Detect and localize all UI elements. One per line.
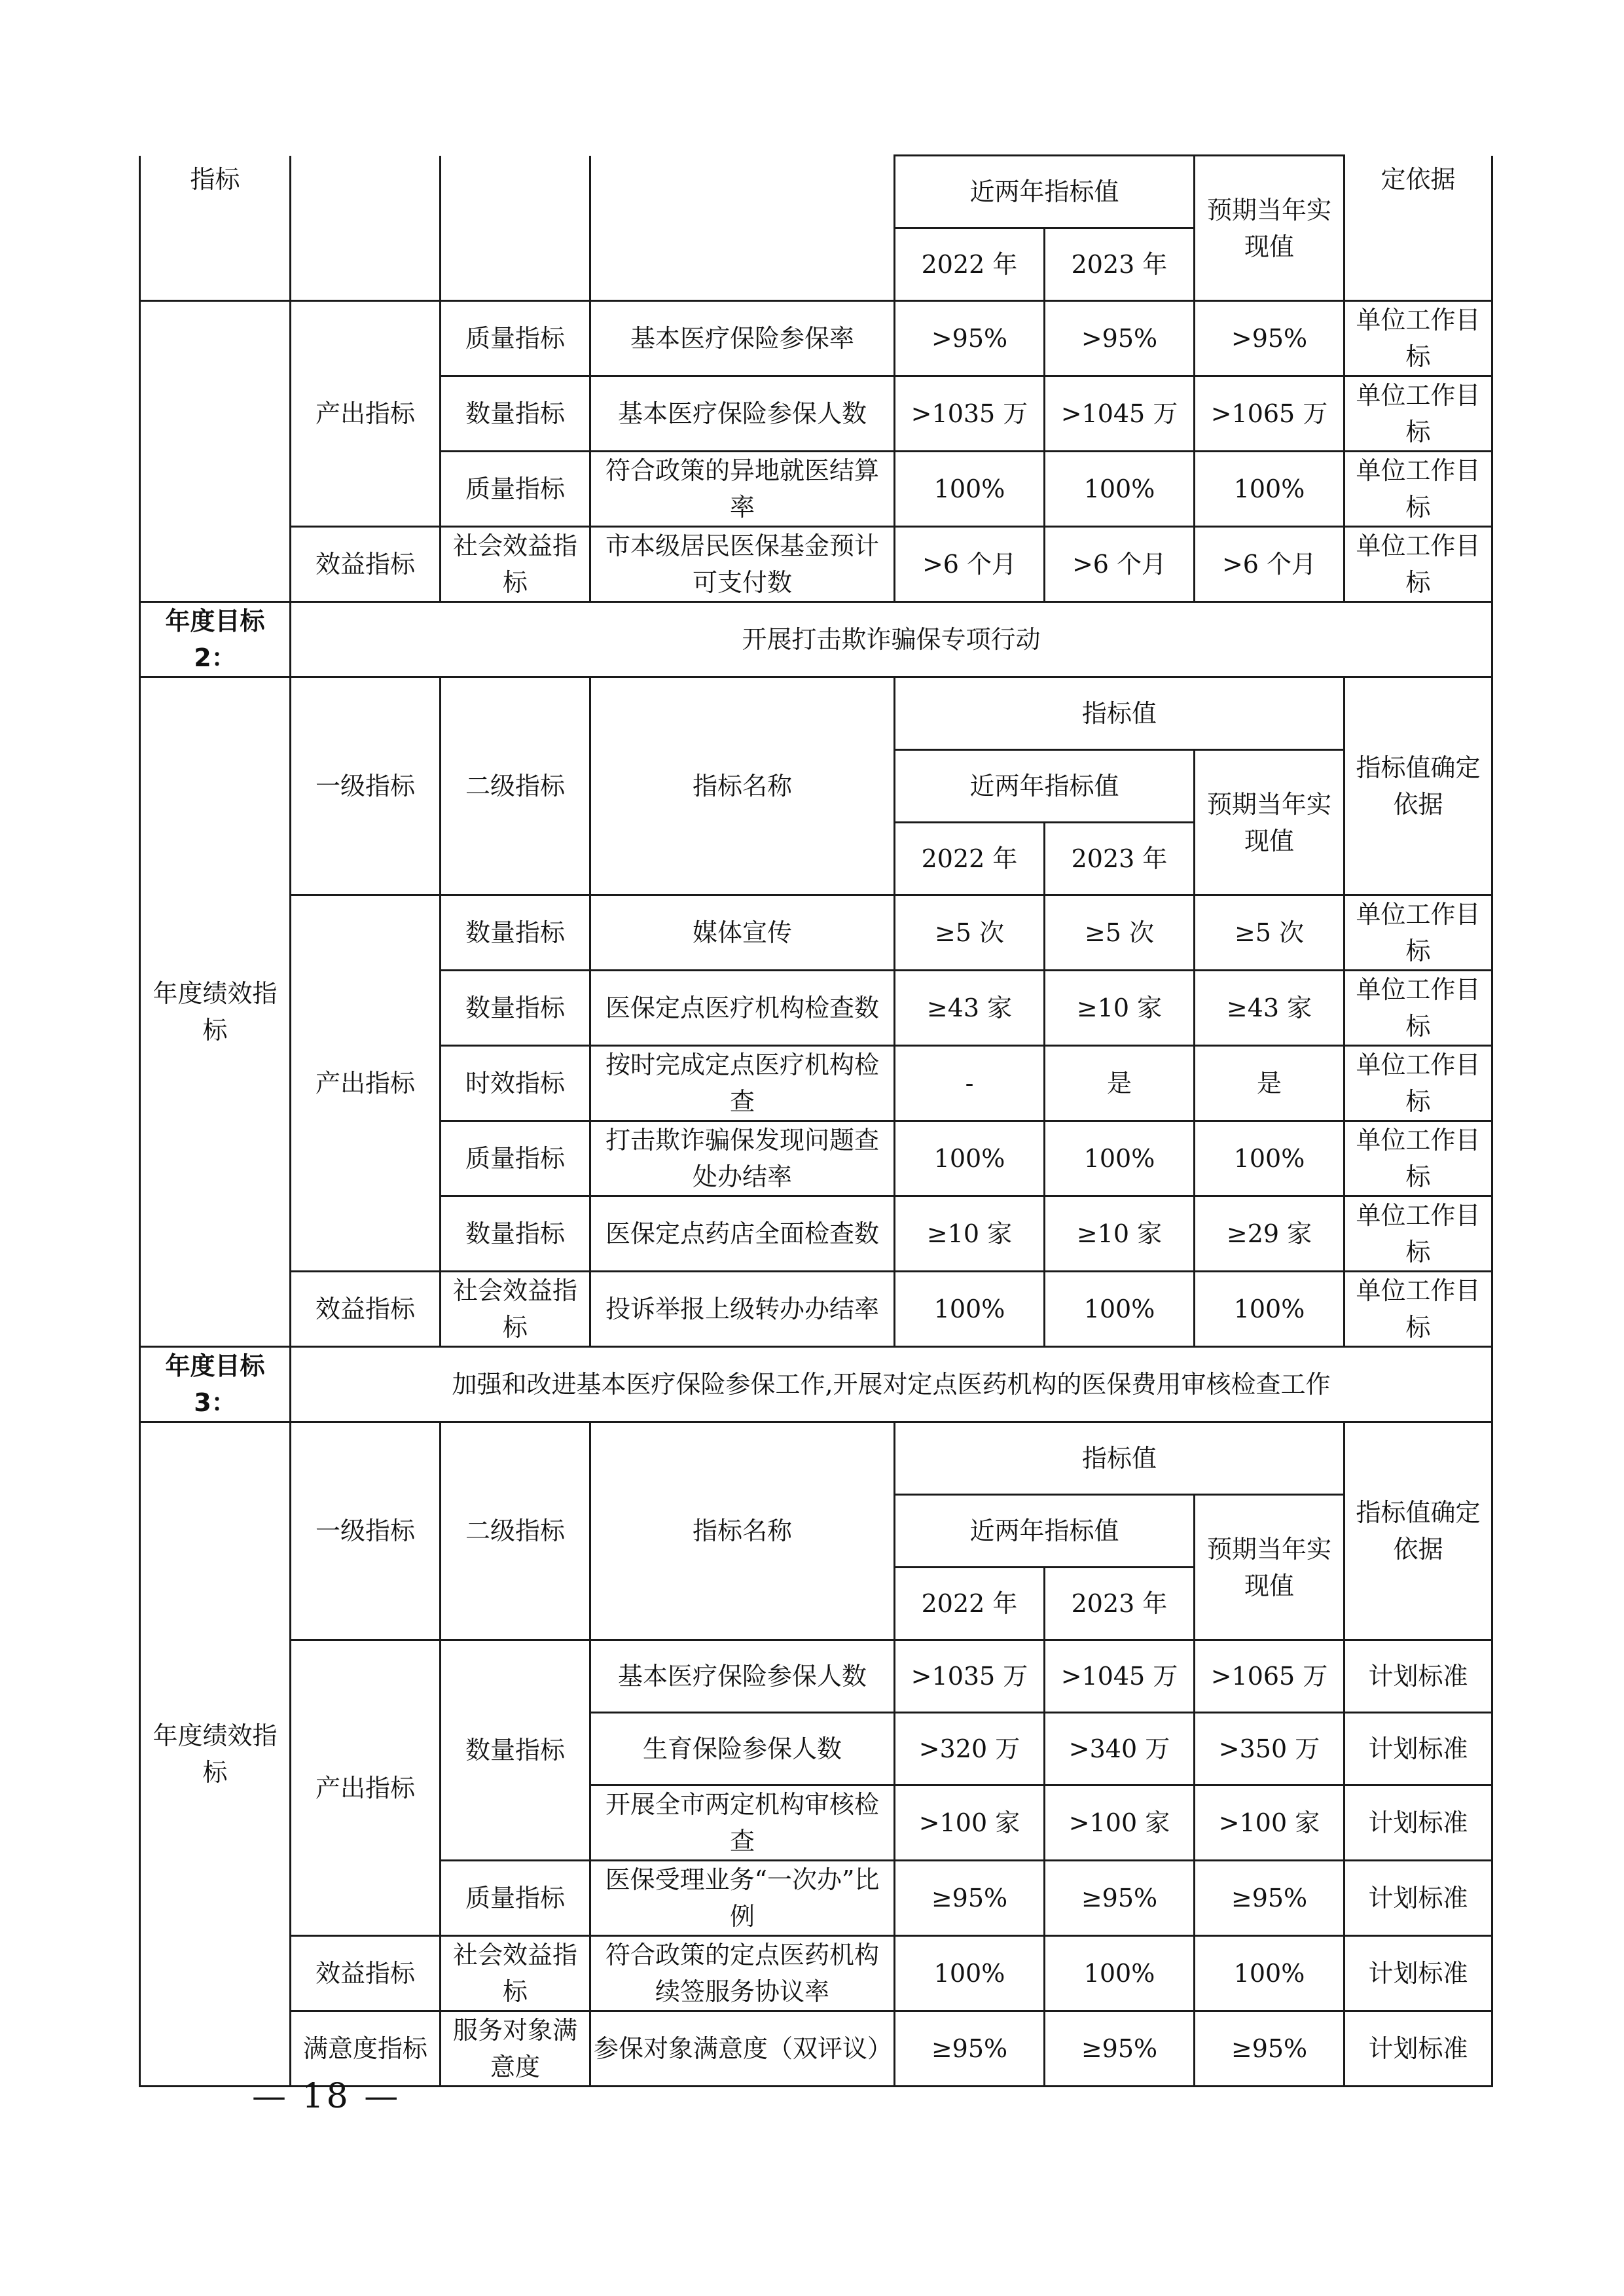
basis: 计划标准 — [1344, 2011, 1492, 2087]
value-2022: >1035 万 — [895, 1640, 1045, 1713]
value-2023: 是 — [1045, 1046, 1195, 1121]
value-2023: ≥10 家 — [1045, 1196, 1195, 1272]
level2-cell: 数量指标 — [441, 1196, 590, 1272]
basis: 计划标准 — [1344, 1936, 1492, 2011]
level1-header: 一级指标 — [291, 677, 441, 895]
expected-value: >350 万 — [1195, 1713, 1344, 1785]
level1-output: 产出指标 — [291, 895, 441, 1272]
expected-value: 是 — [1195, 1046, 1344, 1121]
expected-value-header: 预期当年实现值 — [1195, 750, 1344, 895]
expected-value: >100 家 — [1195, 1785, 1344, 1861]
level2-cell: 社会效益指标 — [441, 1936, 590, 2011]
value-2022: ≥5 次 — [895, 895, 1045, 971]
basis: 单位工作目标 — [1344, 895, 1492, 971]
continued-blank-cell — [140, 301, 291, 602]
indicator-name-header: 指标名称 — [590, 677, 895, 895]
indicator-name: 基本医疗保险参保率 — [590, 301, 895, 376]
indicator-name: 基本医疗保险参保人数 — [590, 376, 895, 452]
value-2022: ≥95% — [895, 2011, 1045, 2087]
basis: 单位工作目标 — [1344, 1272, 1492, 1347]
expected-value: ≥95% — [1195, 1861, 1344, 1936]
level1-cell: 效益指标 — [291, 1936, 441, 2011]
expected-value-header: 预期当年实现值 — [1195, 1495, 1344, 1640]
indicator-name: 打击欺诈骗保发现问题查处办结率 — [590, 1121, 895, 1196]
level2-cell: 社会效益指标 — [441, 1272, 590, 1347]
level2-cell: 时效指标 — [441, 1046, 590, 1121]
value-2022: ≥43 家 — [895, 971, 1045, 1046]
expected-value: >95% — [1195, 301, 1344, 376]
year-2022-header: 2022 年 — [895, 823, 1045, 895]
value-2022: - — [895, 1046, 1045, 1121]
value-2023: ≥5 次 — [1045, 895, 1195, 971]
value-2023: 100% — [1045, 1272, 1195, 1347]
value-2023: ≥10 家 — [1045, 971, 1195, 1046]
value-2023: >340 万 — [1045, 1713, 1195, 1785]
level1-benefit: 效益指标 — [291, 527, 441, 602]
expected-value: ≥43 家 — [1195, 971, 1344, 1046]
goal-3-label: 年度目标 3： — [140, 1347, 291, 1422]
near-two-years-header: 近两年指标值 — [895, 1495, 1195, 1568]
level2-quantity: 数量指标 — [441, 1640, 590, 1861]
near-two-years-header: 近两年指标值 — [895, 750, 1195, 823]
level2-cell: 质量指标 — [441, 301, 590, 376]
continued-blank-cell — [590, 156, 895, 301]
value-2023: >95% — [1045, 301, 1195, 376]
indicator-name: 医保定点医疗机构检查数 — [590, 971, 895, 1046]
year-2023-header: 2023 年 — [1045, 1568, 1195, 1640]
value-2023: ≥95% — [1045, 1861, 1195, 1936]
basis: 单位工作目标 — [1344, 452, 1492, 527]
level2-cell: 数量指标 — [441, 376, 590, 452]
value-2022: 100% — [895, 452, 1045, 527]
expected-value: 100% — [1195, 1121, 1344, 1196]
value-2022: >100 家 — [895, 1785, 1045, 1861]
level2-cell: 服务对象满意度 — [441, 2011, 590, 2087]
basis: 计划标准 — [1344, 1785, 1492, 1861]
value-2023: >6 个月 — [1045, 527, 1195, 602]
expected-value: 100% — [1195, 452, 1344, 527]
expected-value: >6 个月 — [1195, 527, 1344, 602]
expected-value: >1065 万 — [1195, 376, 1344, 452]
value-2022: >1035 万 — [895, 376, 1045, 452]
level2-header: 二级指标 — [441, 1422, 590, 1640]
indicator-name: 符合政策的异地就医结算率 — [590, 452, 895, 527]
continued-indicator-header: 指标 — [140, 156, 291, 301]
basis: 计划标准 — [1344, 1713, 1492, 1785]
level2-cell: 质量指标 — [441, 1861, 590, 1936]
basis: 单位工作目标 — [1344, 527, 1492, 602]
indicator-name: 按时完成定点医疗机构检查 — [590, 1046, 895, 1121]
level1-output: 产出指标 — [291, 1640, 441, 1936]
indicator-value-header: 指标值 — [895, 1422, 1344, 1495]
level1-benefit: 效益指标 — [291, 1272, 441, 1347]
goal-2-text: 开展打击欺诈骗保专项行动 — [291, 602, 1492, 677]
value-2022: 100% — [895, 1121, 1045, 1196]
value-2023: ≥95% — [1045, 2011, 1195, 2087]
value-2023: >1045 万 — [1045, 376, 1195, 452]
year-2023-header: 2023 年 — [1045, 228, 1195, 301]
basis: 计划标准 — [1344, 1861, 1492, 1936]
indicator-name: 参保对象满意度（双评议） — [590, 2011, 895, 2087]
level2-cell: 质量指标 — [441, 452, 590, 527]
level2-cell: 数量指标 — [441, 971, 590, 1046]
continued-blank-cell — [441, 156, 590, 301]
expected-value: >1065 万 — [1195, 1640, 1344, 1713]
value-2023: >100 家 — [1045, 1785, 1195, 1861]
indicator-name: 医保受理业务“一次办”比例 — [590, 1861, 895, 1936]
expected-value: ≥95% — [1195, 2011, 1344, 2087]
expected-value: 100% — [1195, 1936, 1344, 2011]
basis: 单位工作目标 — [1344, 376, 1492, 452]
year-2023-header: 2023 年 — [1045, 823, 1195, 895]
indicator-name: 市本级居民医保基金预计可支付数 — [590, 527, 895, 602]
value-2022: ≥95% — [895, 1861, 1045, 1936]
expected-value: ≥5 次 — [1195, 895, 1344, 971]
value-2022: 100% — [895, 1272, 1045, 1347]
page-number: — 18 — — [252, 2077, 401, 2116]
value-2022: >6 个月 — [895, 527, 1045, 602]
expected-value: ≥29 家 — [1195, 1196, 1344, 1272]
value-2022: >95% — [895, 301, 1045, 376]
basis: 单位工作目标 — [1344, 1196, 1492, 1272]
basis: 单位工作目标 — [1344, 301, 1492, 376]
expected-value: 100% — [1195, 1272, 1344, 1347]
expected-value-header: 预期当年实现值 — [1195, 156, 1344, 301]
indicator-value-header: 指标值 — [895, 677, 1344, 750]
level2-header: 二级指标 — [441, 677, 590, 895]
continued-blank-cell — [291, 156, 441, 301]
basis-header: 指标值确定依据 — [1344, 677, 1492, 895]
near-two-years-header: 近两年指标值 — [895, 156, 1195, 228]
basis-header: 指标值确定依据 — [1344, 1422, 1492, 1640]
value-2023: >1045 万 — [1045, 1640, 1195, 1713]
indicator-name: 基本医疗保险参保人数 — [590, 1640, 895, 1713]
basis: 单位工作目标 — [1344, 1046, 1492, 1121]
basis: 单位工作目标 — [1344, 971, 1492, 1046]
indicator-name: 生育保险参保人数 — [590, 1713, 895, 1785]
value-2022: ≥10 家 — [895, 1196, 1045, 1272]
basis: 单位工作目标 — [1344, 1121, 1492, 1196]
level2-cell: 社会效益指标 — [441, 527, 590, 602]
year-2022-header: 2022 年 — [895, 228, 1045, 301]
level2-cell: 质量指标 — [441, 1121, 590, 1196]
indicator-name-header: 指标名称 — [590, 1422, 895, 1640]
value-2023: 100% — [1045, 452, 1195, 527]
indicator-name: 符合政策的定点医药机构续签服务协议率 — [590, 1936, 895, 2011]
level1-cell: 满意度指标 — [291, 2011, 441, 2087]
basis: 计划标准 — [1344, 1640, 1492, 1713]
indicator-name: 开展全市两定机构审核检查 — [590, 1785, 895, 1861]
level2-cell: 数量指标 — [441, 895, 590, 971]
annual-performance-label: 年度绩效指标 — [140, 1422, 291, 2087]
annual-performance-label: 年度绩效指标 — [140, 677, 291, 1347]
goal-3-text: 加强和改进基本医疗保险参保工作,开展对定点医药机构的医保费用审核检查工作 — [291, 1347, 1492, 1422]
indicator-name: 投诉举报上级转办办结率 — [590, 1272, 895, 1347]
indicator-table — [139, 154, 1493, 2087]
level1-output: 产出指标 — [291, 301, 441, 527]
value-2023: 100% — [1045, 1121, 1195, 1196]
indicator-name: 媒体宣传 — [590, 895, 895, 971]
value-2022: 100% — [895, 1936, 1045, 2011]
value-2023: 100% — [1045, 1936, 1195, 2011]
value-2022: >320 万 — [895, 1713, 1045, 1785]
goal-2-label: 年度目标 2： — [140, 602, 291, 677]
indicator-name: 医保定点药店全面检查数 — [590, 1196, 895, 1272]
year-2022-header: 2022 年 — [895, 1568, 1045, 1640]
basis-header-tail: 定依据 — [1344, 156, 1492, 301]
level1-header: 一级指标 — [291, 1422, 441, 1640]
